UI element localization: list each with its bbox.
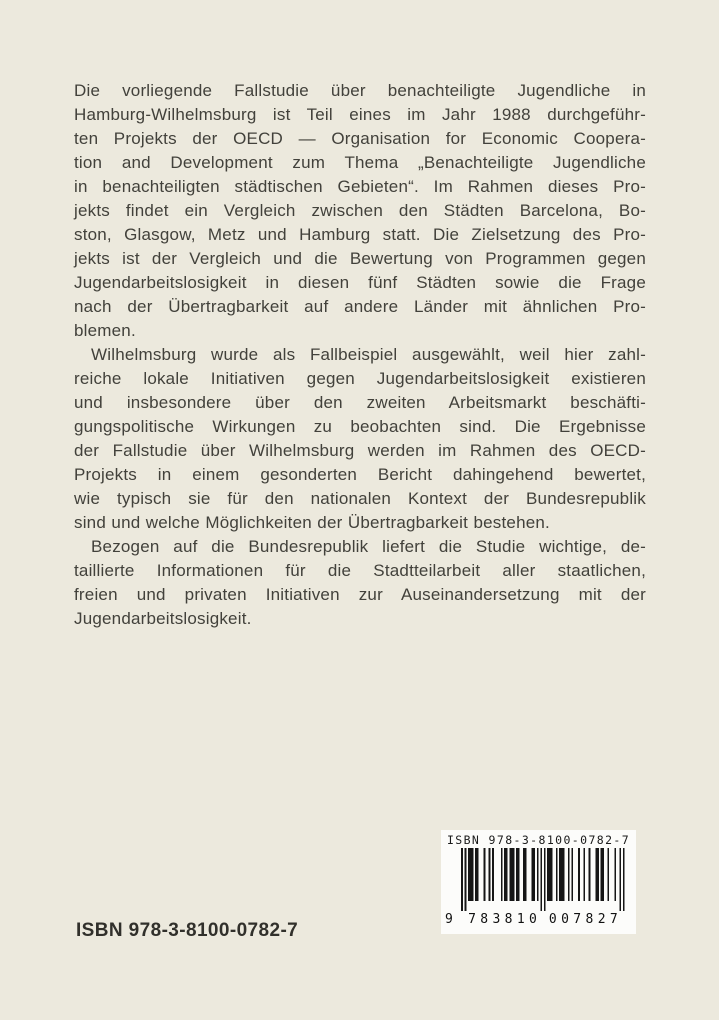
blurb-line: freien und privaten Initiativen zur Auseinandersetzung mit der (74, 585, 646, 604)
blurb-line: Die vorliegende Fallstudie über benachteiligte Jugendliche in (74, 81, 646, 100)
blurb-line: gungspolitische Wirkungen zu beobachten sind. Die Ergebnisse (74, 417, 646, 436)
isbn-bottom-text: ISBN 978-3-8100-0782-7 (76, 920, 299, 941)
blurb-line: Wilhelmsburg wurde als Fallbeispiel ausgewählt, weil hier zahl- (91, 345, 646, 364)
blurb-line: reiche lokale Initiativen gegen Jugendarbeitslosigkeit existieren (74, 369, 646, 388)
ean13-bars (444, 848, 630, 926)
blurb-text (74, 79, 646, 631)
ean-right-digits: 007827 (548, 912, 618, 926)
blurb-line: Projekts in einem gesonderten Bericht dahingehend bewertet, (74, 465, 646, 484)
blurb-line: in benachteiligten städtischen Gebieten“. Im Rahmen dieses Pro- (74, 177, 646, 196)
blurb-line: Bezogen auf die Bundesrepublik liefert die Studie wichtige, de- (91, 537, 646, 556)
blurb-line: der Fallstudie über Wilhelmsburg werden im Rahmen des OECD- (74, 441, 646, 460)
blurb-line: blemen. (74, 321, 136, 340)
blurb-line: taillierte Informationen für die Stadtteilarbeit aller staatlichen, (74, 561, 646, 580)
blurb-line: und insbesondere über den zweiten Arbeitsmarkt beschäfti- (74, 393, 646, 412)
blurb-line: Jugendarbeitslosigkeit in diesen fünf Städten sowie die Frage (74, 273, 646, 292)
blurb-line: ston, Glasgow, Metz und Hamburg statt. Die Zielsetzung des Pro- (74, 225, 646, 244)
blurb-line: sind und welche Möglichkeiten der Übertragbarkeit bestehen. (74, 513, 550, 532)
blurb-line: nach der Übertragbarkeit auf andere Länder mit ähnlichen Pro- (74, 297, 646, 316)
blurb-line: ten Projekts der OECD — Organisation for Economic Coopera- (74, 129, 646, 148)
ean13-barcode (441, 848, 636, 931)
blurb-line: jekts ist der Vergleich und die Bewertung von Programmen gegen (74, 249, 646, 268)
barcode-isbn-text: ISBN 978-3-8100-0782-7 (446, 833, 631, 847)
blurb-line: Jugendarbeitslosigkeit. (74, 609, 252, 628)
ean-left-digits: 783810 (468, 912, 537, 926)
ean-lead-digit: 9 (445, 912, 453, 926)
blurb-line: jekts findet ein Vergleich zwischen den Städten Barcelona, Bo- (74, 201, 646, 220)
blurb-line: Hamburg-Wilhelmsburg ist Teil eines im Jahr 1988 durchgeführ- (74, 105, 646, 124)
blurb-line: wie typisch sie für den nationalen Kontext der Bundesrepublik (74, 489, 646, 508)
blurb-line: tion and Development zum Thema „Benachteiligte Jugendliche (74, 153, 646, 172)
barcode-panel (441, 830, 636, 934)
